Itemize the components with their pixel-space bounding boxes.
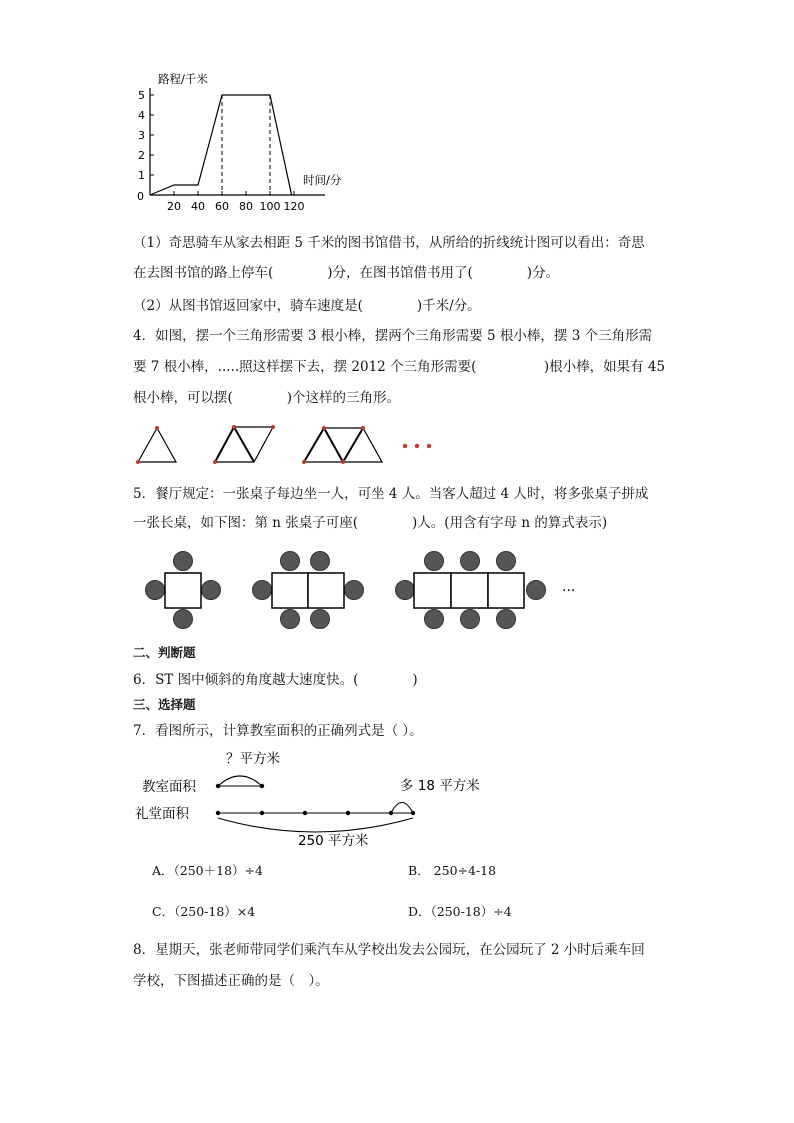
area-comparison-diagram	[130, 744, 490, 850]
tables-figure	[140, 548, 600, 634]
section-2-heading: 二、判断题	[133, 645, 196, 660]
chart-x-tick-label: 80	[239, 200, 253, 213]
more-18-label: 多 18 平方米	[400, 778, 480, 794]
section-3-heading: 三、选择题	[133, 697, 196, 712]
q7: 7．看图所示，计算教室面积的正确列式是（ ）。	[133, 723, 423, 739]
chart-x-ticks	[167, 191, 305, 213]
classroom-area-label: 教室面积	[142, 779, 196, 795]
hall-area-label: 礼堂面积	[135, 806, 189, 822]
chart-y-axis-label: 路程/千米	[158, 72, 208, 86]
ellipsis-dot	[415, 444, 419, 448]
option-c[interactable]: C．（250-18）×4	[152, 904, 256, 919]
chart-axes	[150, 88, 325, 195]
distance-time-chart	[120, 66, 360, 216]
q3-part1-line1: （1）奇思骑车从家去相距 5 千米的图书馆借书，从所给的折线统计图可以看出：奇思	[133, 235, 645, 251]
q8-line2: 学校，下图描述正确的是（ ）。	[133, 973, 329, 989]
option-d[interactable]: D．（250-18）÷4	[408, 904, 512, 919]
q3-part1-line2: 在去图书馆的路上停车( )分，在图书馆借书用了( )分。	[133, 265, 560, 281]
chart-x-tick-label: 60	[215, 200, 229, 213]
q5-line1: 5．餐厅规定：一张桌子每边坐一人，可坐 4 人。当客人超过 4 人时，将多张桌子拼成	[133, 486, 649, 502]
chart-origin-label: 0	[137, 190, 144, 203]
table-1	[165, 573, 201, 608]
chart-x-axis-label: 时间/分	[303, 173, 342, 187]
triangles-2	[215, 427, 273, 462]
chart-y-tick-label: 2	[138, 149, 145, 162]
chart-y-ticks	[138, 89, 154, 182]
option-a[interactable]: A．（250＋18）÷4	[152, 863, 263, 878]
q5-line2: 一张长桌，如下图：第 n 张桌子可座( )人。(用含有字母 n 的算式表示)	[133, 515, 608, 531]
triangles-3	[304, 428, 382, 462]
unknown-area-label: ？平方米	[226, 751, 280, 767]
chart-y-tick-label: 1	[138, 169, 145, 182]
chart-y-tick-label: 5	[138, 89, 145, 102]
ellipsis-dot	[427, 444, 431, 448]
total-250-label: 250 平方米	[298, 833, 369, 849]
chart-x-tick-label: 120	[283, 200, 305, 213]
q3-part2: （2）从图书馆返回家中，骑车速度是( )千米/分。	[133, 298, 481, 314]
triangle-1	[138, 428, 176, 462]
q6: 6．ST 图中倾斜的角度越大速度快。( )	[133, 672, 418, 688]
triangles-figure	[130, 418, 440, 474]
q4-line3: 根小棒，可以摆( )个这样的三角形。	[133, 390, 401, 406]
chart-y-tick-label: 3	[138, 129, 145, 142]
tables-ellipsis: ···	[562, 583, 576, 599]
chart-x-tick-label: 40	[191, 200, 205, 213]
q4-line1: 4．如图，摆一个三角形需要 3 根小棒，摆两个三角形需要 5 根小棒，摆 3 个三角形需	[133, 328, 653, 344]
chart-dashed-guides	[222, 95, 270, 195]
q4-line2: 要 7 根小棒，.....照这样摆下去，摆 2012 个三角形需要( )根小棒，如果有 45	[133, 359, 666, 375]
q8-line1: 8．星期天，张老师带同学们乘汽车从学校出发去公园玩，在公园玩了 2 小时后乘车回	[133, 942, 645, 958]
chart-y-tick-label: 4	[138, 109, 145, 122]
option-b[interactable]: B． 250÷4-18	[408, 863, 497, 878]
chart-x-tick-label: 20	[167, 200, 181, 213]
chart-x-tick-label: 100	[259, 200, 281, 213]
ellipsis-dot	[403, 444, 407, 448]
